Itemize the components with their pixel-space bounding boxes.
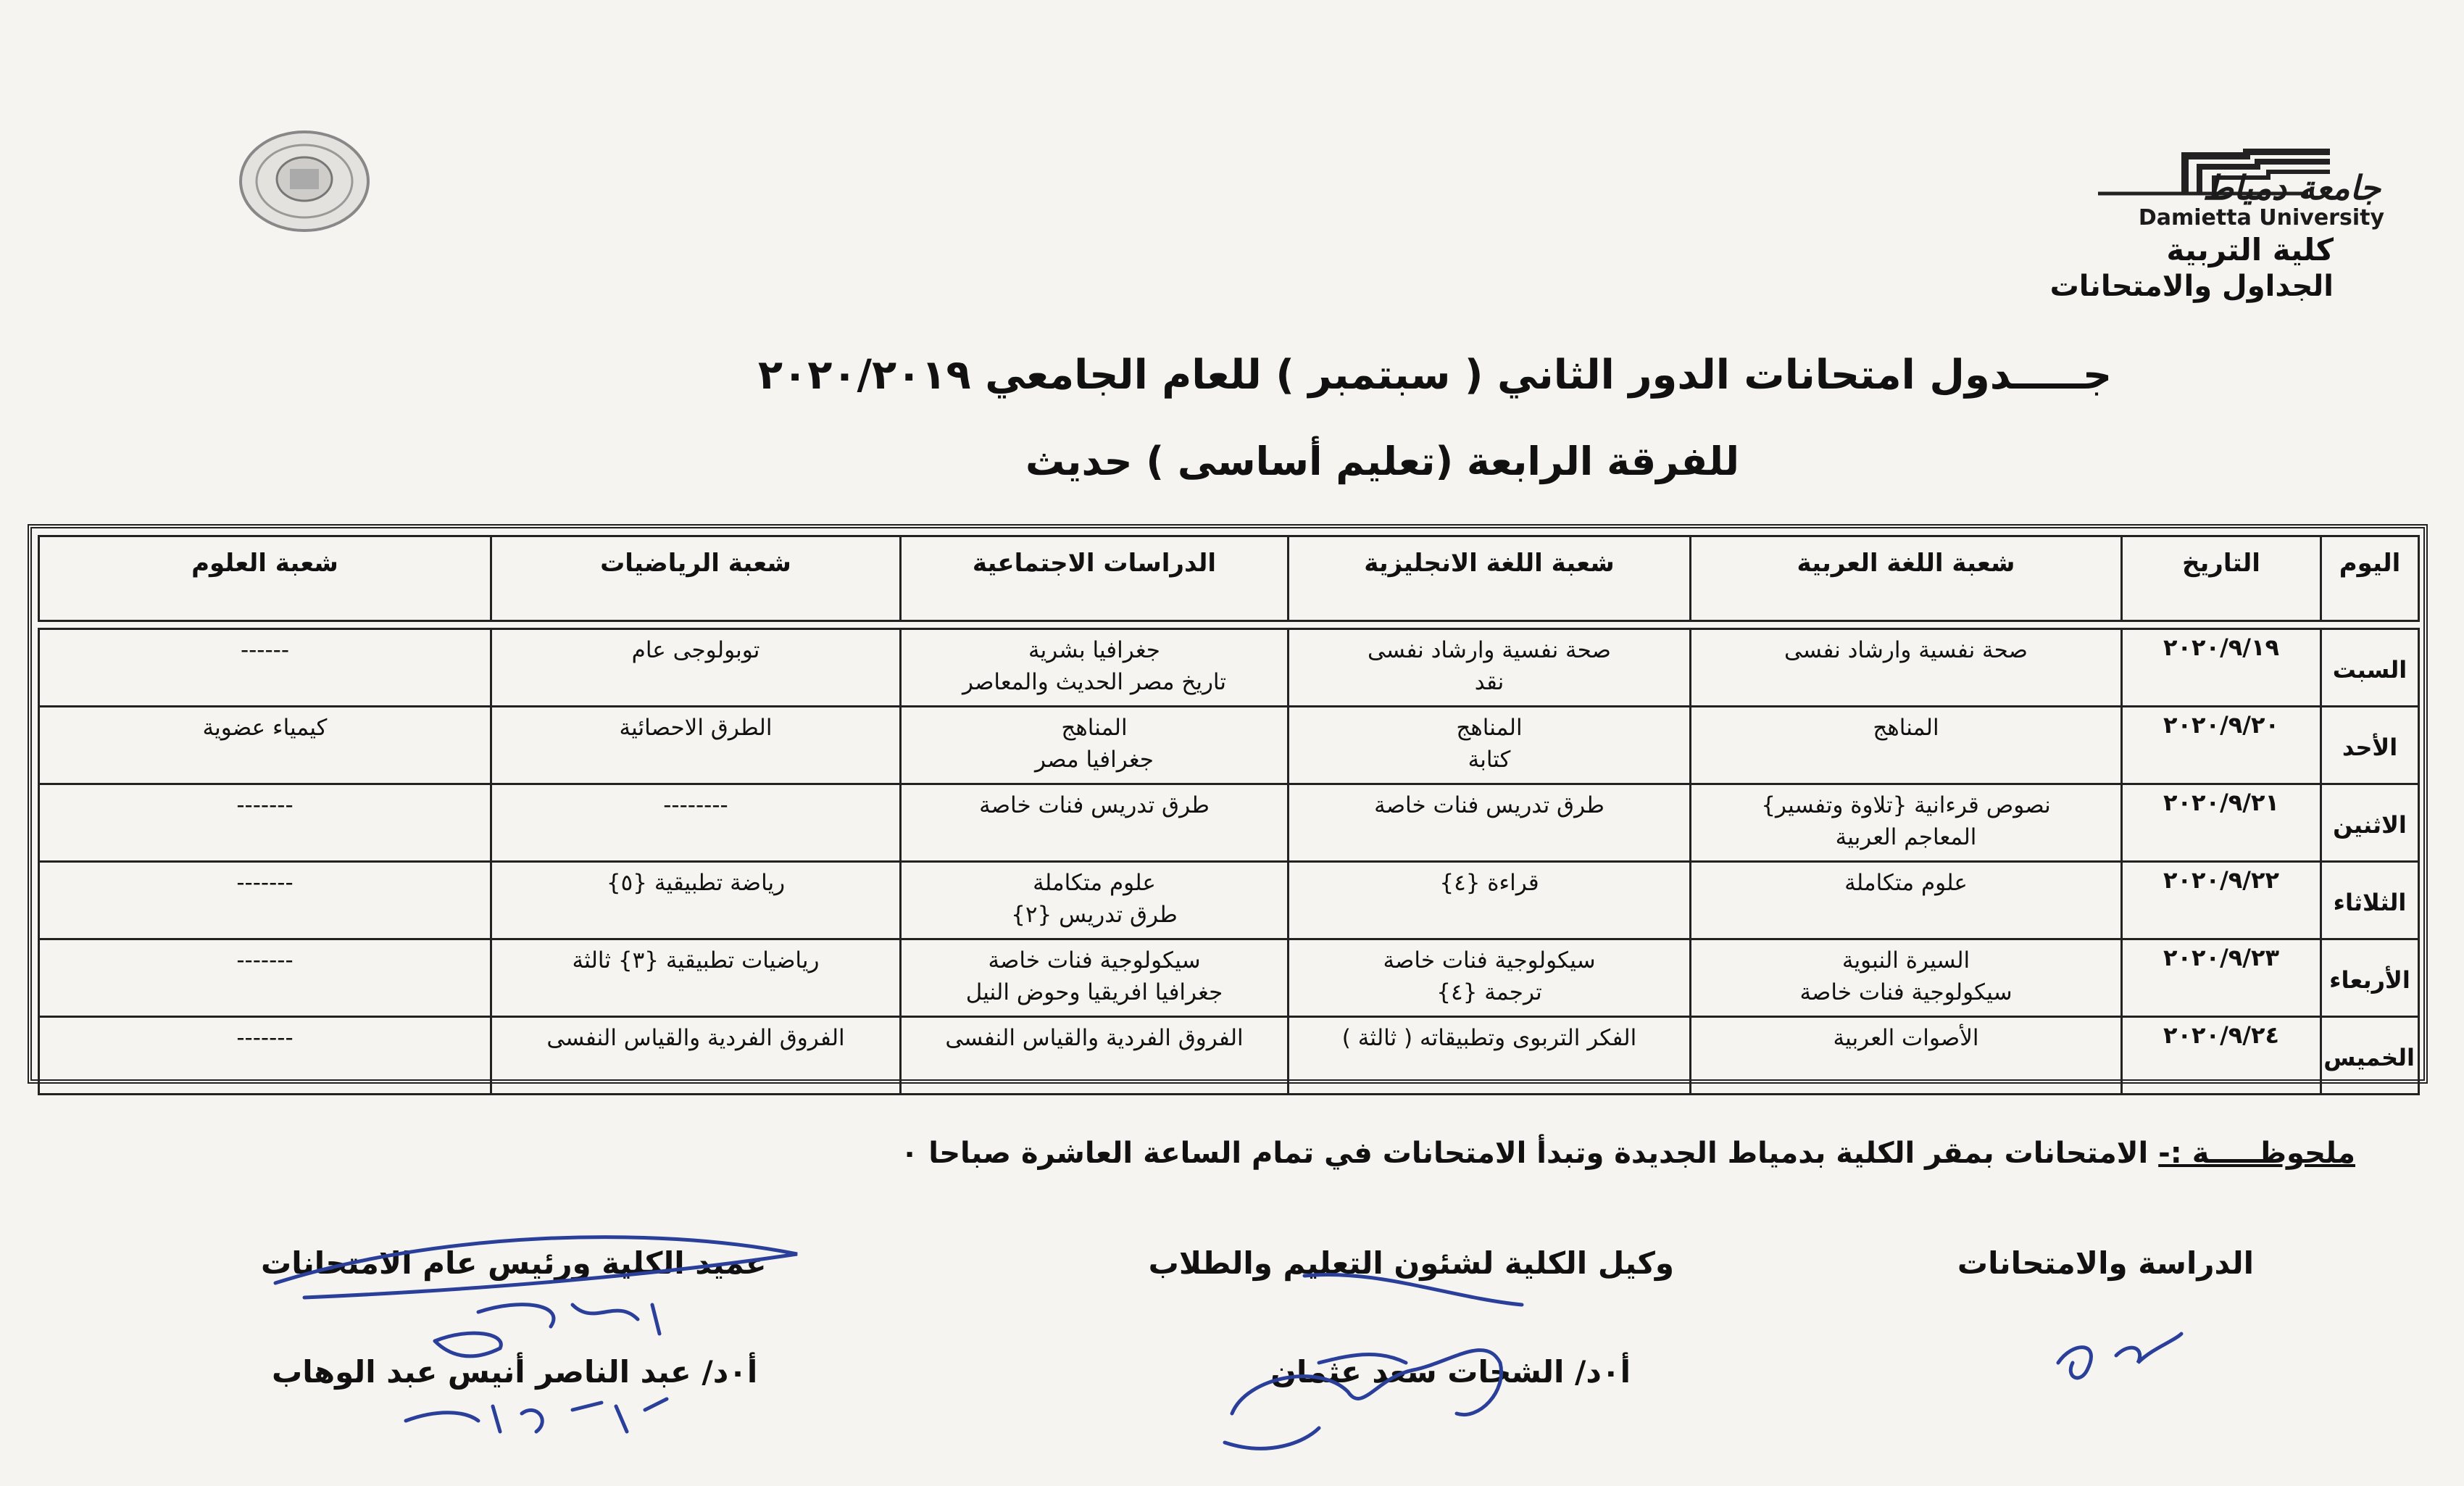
- cell-day: السبت: [2321, 629, 2419, 707]
- cell-english: [1289, 629, 1691, 707]
- cell-social: [901, 707, 1289, 784]
- table-row: [39, 1017, 2419, 1095]
- department-name: الجداول والامتحانات: [2049, 270, 2334, 303]
- cell-line: علوم متكاملة: [1844, 870, 1968, 896]
- cell-day: الثلاثاء: [2321, 862, 2419, 939]
- cell-line: الأصوات العربية: [1833, 1025, 1979, 1051]
- cell-line: تاريخ مصر الحديث والمعاصر: [962, 669, 1227, 695]
- cell-line: ------: [240, 637, 290, 663]
- cell-science: [39, 1017, 491, 1095]
- university-name-ar: جامعة دمياط: [2202, 168, 2381, 207]
- cell-english: [1289, 862, 1691, 939]
- cell-line: السيرة النبوية: [1841, 947, 1970, 974]
- cell-line: المعاجم العربية: [1835, 824, 1977, 850]
- cell-date: ٢٠٢٠/٩/٢٢: [2122, 862, 2321, 939]
- header-math: شعبة الرياضيات: [491, 536, 901, 621]
- cell-math: [491, 862, 901, 939]
- footnote-label: ملحوظـــــة :-: [2158, 1137, 2355, 1170]
- cell-english: [1289, 784, 1691, 862]
- cell-line: رياضيات تطبيقية {٣} ثالثة: [572, 947, 820, 974]
- cell-line: جغرافيا مصر: [1035, 747, 1154, 773]
- cell-line: توبولوجى عام: [631, 637, 760, 663]
- cell-line: سيكولوجية فنات خاصة: [1799, 979, 2013, 1005]
- header-date: التاريخ: [2122, 536, 2321, 621]
- cell-line: --------: [663, 792, 728, 818]
- official-seal-icon: [236, 127, 373, 236]
- header-english: شعبة اللغة الانجليزية: [1289, 536, 1691, 621]
- cell-day: الأربعاء: [2321, 939, 2419, 1017]
- header-day: اليوم: [2321, 536, 2419, 621]
- cell-science: [39, 629, 491, 707]
- cell-date: ٢٠٢٠/٩/٢٠: [2122, 707, 2321, 784]
- cell-line: المناهج: [1061, 715, 1128, 741]
- table-row: [39, 629, 2419, 707]
- cell-social: [901, 939, 1289, 1017]
- cell-line: رياضة تطبيقية {٥}: [606, 870, 786, 896]
- cell-line: سيكولوجية فنات خاصة: [1383, 947, 1596, 974]
- cell-line: علوم متكاملة: [1033, 870, 1156, 896]
- page-subtitle: للفرقة الرابعة (تعليم أساسى ) حديث: [1025, 439, 1739, 484]
- cell-social: [901, 784, 1289, 862]
- cell-line: الفروق الفردية والقياس النفسى: [945, 1025, 1244, 1051]
- cell-date: ٢٠٢٠/٩/٢١: [2122, 784, 2321, 862]
- table-row: [39, 939, 2419, 1017]
- cell-math: [491, 939, 901, 1017]
- table-header-row: [39, 536, 2419, 621]
- cell-line: المناهج: [1873, 715, 1939, 741]
- cell-math: [491, 1017, 901, 1095]
- cell-arabic: [1691, 707, 2122, 784]
- cell-line: كتابة: [1468, 747, 1511, 773]
- cell-date: ٢٠٢٠/٩/١٩: [2122, 629, 2321, 707]
- cell-arabic: [1691, 1017, 2122, 1095]
- page-title: جـــــدول امتحانات الدور الثاني ( سبتمبر ) للعام الجامعي ٢٠٢٠/٢٠١٩: [757, 352, 2113, 399]
- cell-science: [39, 784, 491, 862]
- cell-social: [901, 1017, 1289, 1095]
- cell-line: قراءة {٤}: [1439, 870, 1539, 896]
- table-body: [39, 621, 2419, 1095]
- footnote: [901, 1137, 2355, 1170]
- cell-line: صحة نفسية وارشاد نفسى: [1784, 637, 2028, 663]
- table-row: [39, 862, 2419, 939]
- header-science: شعبة العلوم: [39, 536, 491, 621]
- cell-line: نقد: [1474, 669, 1504, 695]
- cell-date: ٢٠٢٠/٩/٢٤: [2122, 1017, 2321, 1095]
- cell-day: الأحد: [2321, 707, 2419, 784]
- table-row: [39, 707, 2419, 784]
- cell-arabic: [1691, 939, 2122, 1017]
- cell-line: -------: [236, 870, 294, 896]
- cell-line: -------: [236, 1025, 294, 1051]
- exam-schedule-table: [38, 535, 2420, 1095]
- cell-date: ٢٠٢٠/٩/٢٣: [2122, 939, 2321, 1017]
- cell-day: الاثنين: [2321, 784, 2419, 862]
- cell-line: طرق تدريس فنات خاصة: [979, 792, 1210, 818]
- cell-line: الفكر التربوى وتطبيقاته ( ثالثة ): [1341, 1025, 1637, 1051]
- signature-title-exams: الدراسة والامتحانات: [1957, 1245, 2254, 1281]
- cell-line: -------: [236, 947, 294, 974]
- cell-line: ترجمة {٤}: [1436, 979, 1542, 1005]
- footnote-text: الامتحانات بمقر الكلية بدمياط الجديدة وتبدأ الامتحانات في تمام الساعة العاشرة صباحا ٠: [900, 1137, 2149, 1170]
- cell-line: نصوص قرءانية {تلاوة وتفسير}: [1761, 792, 2051, 818]
- cell-english: [1289, 707, 1691, 784]
- header-social: الدراسات الاجتماعية: [901, 536, 1289, 621]
- cell-math: [491, 784, 901, 862]
- signature-name-vice-dean: أ٠د/ الشحات سعد عثمان: [1270, 1354, 1631, 1390]
- cell-line: طرق تدريس فنات خاصة: [1374, 792, 1604, 818]
- header-arabic: شعبة اللغة العربية: [1691, 536, 2122, 621]
- cell-math: [491, 629, 901, 707]
- cell-math: [491, 707, 901, 784]
- cell-science: [39, 862, 491, 939]
- cell-line: كيمياء عضوية: [202, 715, 328, 741]
- university-name-en: Damietta University: [2138, 205, 2384, 231]
- cell-line: جغرافيا بشرية: [1028, 637, 1160, 663]
- cell-line: -------: [236, 792, 294, 818]
- cell-line: طرق تدريس {٢}: [1011, 902, 1178, 928]
- table-row: [39, 784, 2419, 862]
- signature-title-vice-dean: وكيل الكلية لشئون التعليم والطلاب: [1148, 1245, 1674, 1281]
- signature-title-dean: عميد الكلية ورئيس عام الامتحانات: [261, 1245, 767, 1281]
- cell-line: الفروق الفردية والقياس النفسى: [546, 1025, 845, 1051]
- cell-english: [1289, 1017, 1691, 1095]
- cell-line: صحة نفسية وارشاد نفسى: [1367, 637, 1612, 663]
- cell-arabic: [1691, 629, 2122, 707]
- cell-social: [901, 629, 1289, 707]
- cell-line: المناهج: [1456, 715, 1523, 741]
- cell-line: الطرق الاحصائية: [619, 715, 773, 741]
- cell-science: [39, 707, 491, 784]
- cell-social: [901, 862, 1289, 939]
- cell-science: [39, 939, 491, 1017]
- cell-english: [1289, 939, 1691, 1017]
- signature-name-dean: أ٠د/ عبد الناصر أنيس عبد الوهاب: [272, 1354, 758, 1390]
- cell-line: سيكولوجية فنات خاصة: [988, 947, 1201, 974]
- cell-arabic: [1691, 784, 2122, 862]
- faculty-name: كلية التربية: [2166, 232, 2334, 267]
- cell-line: جغرافيا افريقيا وحوض النيل: [965, 979, 1223, 1005]
- cell-arabic: [1691, 862, 2122, 939]
- cell-day: الخميس: [2321, 1017, 2419, 1095]
